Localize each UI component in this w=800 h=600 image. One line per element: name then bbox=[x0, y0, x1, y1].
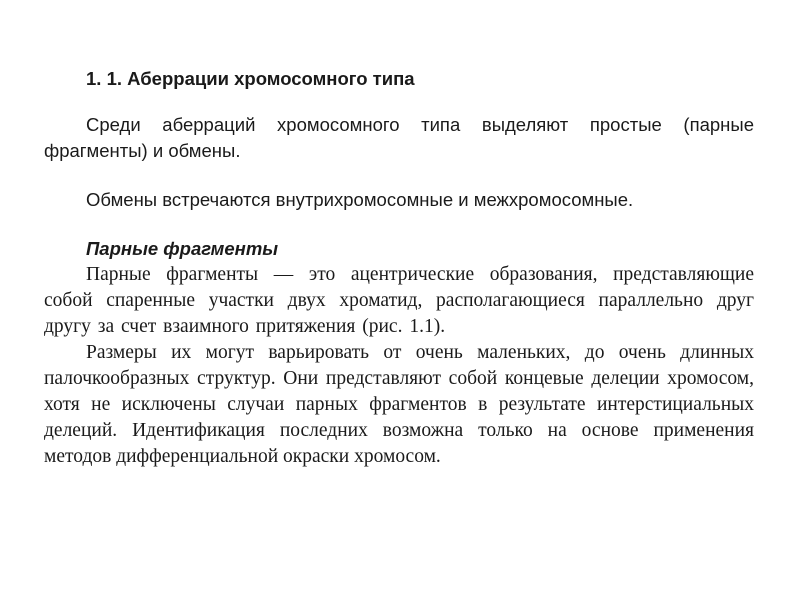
spacer bbox=[44, 92, 754, 112]
section-heading: 1. 1. Аберрации хромосомного типа bbox=[86, 68, 415, 89]
paragraph-paired-fragments-definition: Парные фрагменты — это ацентрические образования, представляющие собой спаренные участки двух хроматид, располагающиеся параллельно друг другу за счет взаимного притяжения (рис. 1.1). bbox=[44, 264, 754, 337]
spacer bbox=[44, 164, 754, 187]
paragraph-aberration-types: Среди аберраций хромосомного типа выделяют простые (парные фрагменты) и обмены. bbox=[44, 114, 754, 161]
subsection-heading: Парные фрагменты bbox=[86, 238, 279, 259]
paragraph-exchanges: Обмены встречаются внутрихромосомные и межхромосомные. bbox=[86, 189, 634, 210]
spacer bbox=[44, 213, 754, 236]
paragraph-paired-fragments-sizes: Размеры их могут варьировать от очень маленьких, до очень длинных палочкообразных структур. Они представляют собой концевые делеции хромосом, хотя не исключены случаи парных фрагментов в результате интерстициальных делеций. Идентификация последних возможна только на основе применения методов дифференциальной окраски хромосом. bbox=[44, 342, 754, 467]
document-slide bbox=[44, 66, 754, 470]
